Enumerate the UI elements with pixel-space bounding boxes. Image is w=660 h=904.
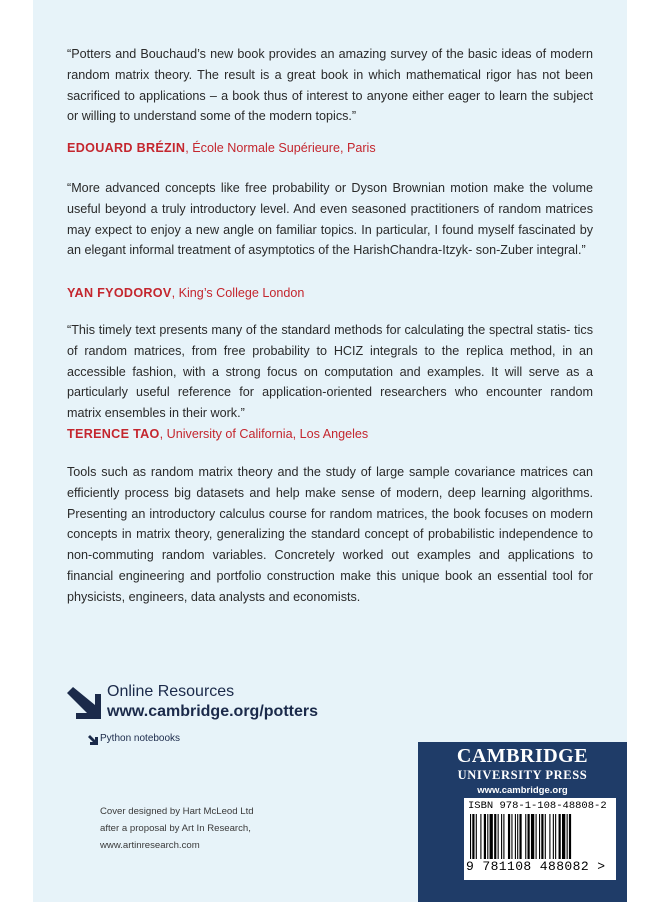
barcode-number: 9 781108 488082 > <box>466 859 606 874</box>
publisher-website: www.cambridge.org <box>477 785 568 796</box>
quote-text: “This timely text presents many of the standard methods for calculating the spectral statis- tics of random matrices, from free probability to HCIZ integrals to the replica method, in an accessible fashion, with a strong focus on computation and examples. It will serve as a particularly useful reference for application-oriented researchers who encounter random matrix ensembles in their work.” <box>67 323 593 421</box>
credit-line: www.artinresearch.com <box>100 840 200 851</box>
online-resources-url[interactable]: www.cambridge.org/potters <box>107 703 318 720</box>
barcode-icon <box>470 814 610 859</box>
quote-brezin <box>67 44 593 127</box>
book-description <box>67 462 593 608</box>
arrow-down-right-icon <box>67 685 101 719</box>
quote-author-brezin <box>67 141 376 155</box>
credit-line: Cover designed by Hart McLeod Ltd <box>100 806 254 817</box>
quote-text: “More advanced concepts like free probability or Dyson Brownian motion make the volume useful beyond a truly introductory level. And even seasoned practitioners of random matrices may expect to enjoy a new angle on familiar topics. In particular, I found myself fascinated by an elegant informal treatment of asymptotics of the HarishChandra-Itzyk- son-Zuber integral.” <box>67 181 593 258</box>
author-affiliation: , King’s College London <box>171 286 305 300</box>
description-text: Tools such as random matrix theory and the study of large sample covariance matrices can efficiently process big datasets and help make sense of modern, deep learning algorithms. Presenting an introductory calculus course for random matrices, the book focuses on modern concepts in matrix theory, generalizing the standard concept of probabilistic independence to non-commuting random variables. Concretely worked out examples and applications to financial engineering and portfolio construction make this unique book an essential tool for physicists, engineers, data analysts and economists. <box>67 465 593 604</box>
quote-fyodorov <box>67 178 593 261</box>
python-notebooks-label: Python notebooks <box>100 733 181 744</box>
publisher-name: CAMBRIDGE <box>456 745 589 767</box>
publisher-press: UNIVERSITY PRESS <box>457 768 588 782</box>
author-affiliation: , École Normale Supérieure, Paris <box>185 141 376 155</box>
small-arrow-icon <box>88 735 98 745</box>
isbn-label: ISBN 978-1-108-48808-2 <box>468 800 607 812</box>
author-name: YAN FYODOROV <box>67 286 172 300</box>
author-name: EDOUARD BRÉZIN <box>67 141 186 155</box>
author-name: TERENCE TAO <box>67 427 160 441</box>
quote-author-fyodorov <box>67 286 304 300</box>
barcode-panel <box>464 798 616 880</box>
online-resources-title: Online Resources <box>107 683 235 700</box>
credit-line: after a proposal by Art In Research, <box>100 823 251 834</box>
author-affiliation: , University of California, Los Angeles <box>159 427 369 441</box>
quote-author-tao <box>67 427 368 441</box>
cover-credits <box>100 803 254 854</box>
quote-text: “Potters and Bouchaud’s new book provides an amazing survey of the basic ideas of modern random matrix theory. The result is a great book in which mathematical rigor has not been sacrificed to applications – a book thus of interest to anyone either eager to learn the subject or willing to understand some of the modern topics.” <box>67 47 593 124</box>
quote-tao <box>67 320 593 424</box>
